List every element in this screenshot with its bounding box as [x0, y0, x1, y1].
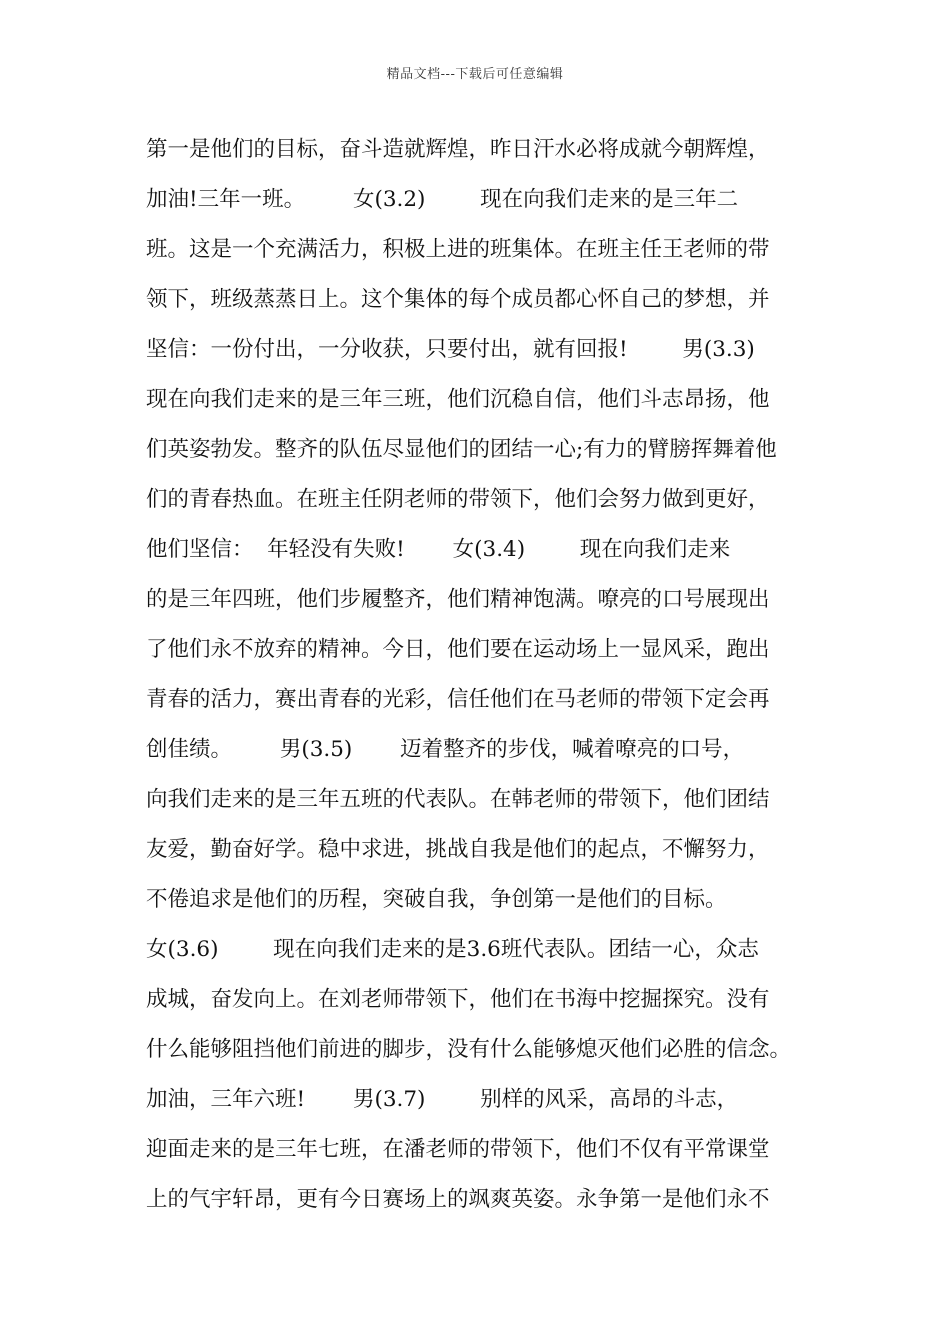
text-line-18: 成城，奋发向上。在刘老师带领下，他们在书海中挖掘探究。没有 [146, 987, 770, 1012]
text-line-6: 现在向我们走来的是三年三班，他们沉稳自信，他们斗志昂扬，他 [146, 387, 770, 412]
text-line-16: 不倦追求是他们的历程，突破自我，争创第一是他们的目标。 [146, 887, 727, 912]
text-line-3: 班。这是一个充满活力，积极上进的班集体。在班主任王老师的带 [146, 237, 770, 262]
text-line-14: 向我们走来的是三年五班的代表队。在韩老师的带领下，他们团结 [146, 787, 770, 812]
text-line-1: 第一是他们的目标，奋斗造就辉煌，昨日汗水必将成就今朝辉煌， [146, 137, 770, 162]
text-line-2: 加油!三年一班。 女(3.2) 现在向我们走来的是三年二 [146, 187, 739, 212]
page-header: 精品文档---下载后可任意编辑 [386, 67, 564, 82]
text-line-21: 迎面走来的是三年七班，在潘老师的带领下，他们不仅有平常课堂 [146, 1137, 770, 1162]
text-line-5: 坚信：一份付出，一分收获，只要付出，就有回报! 男(3.3) [146, 337, 755, 362]
text-line-10: 的是三年四班，他们步履整齐，他们精神饱满。嘹亮的口号展现出 [146, 587, 770, 612]
text-line-19: 什么能够阻挡他们前进的脚步，没有什么能够熄灭他们必胜的信念。 [146, 1037, 792, 1062]
text-line-20: 加油，三年六班! 男(3.7) 别样的风采，高昂的斗志， [146, 1087, 739, 1112]
text-line-15: 友爱，勤奋好学。稳中求进，挑战自我是他们的起点，不懈努力， [146, 837, 770, 862]
text-line-9: 他们坚信： 年轻没有失败! 女(3.4) 现在向我们走来 [146, 537, 731, 562]
text-line-11: 了他们永不放弃的精神。今日，他们要在运动场上一显风采，跑出 [146, 637, 770, 662]
document-body [146, 125, 836, 1225]
text-line-12: 青春的活力，赛出青春的光彩，信任他们在马老师的带领下定会再 [146, 687, 770, 712]
text-line-7: 们英姿勃发。整齐的队伍尽显他们的团结一心;有力的臂膀挥舞着他 [146, 437, 777, 462]
text-line-17: 女(3.6) 现在向我们走来的是3.6班代表队。团结一心，众志 [146, 937, 759, 962]
text-line-8: 们的青春热血。在班主任阴老师的带领下，他们会努力做到更好， [146, 487, 770, 512]
text-line-22: 上的气宇轩昂，更有今日赛场上的飒爽英姿。永争第一是他们永不 [146, 1187, 770, 1212]
text-line-4: 领下，班级蒸蒸日上。这个集体的每个成员都心怀自己的梦想，并 [146, 287, 770, 312]
text-line-13: 创佳绩。 男(3.5) 迈着整齐的步伐，喊着嘹亮的口号， [146, 737, 745, 762]
